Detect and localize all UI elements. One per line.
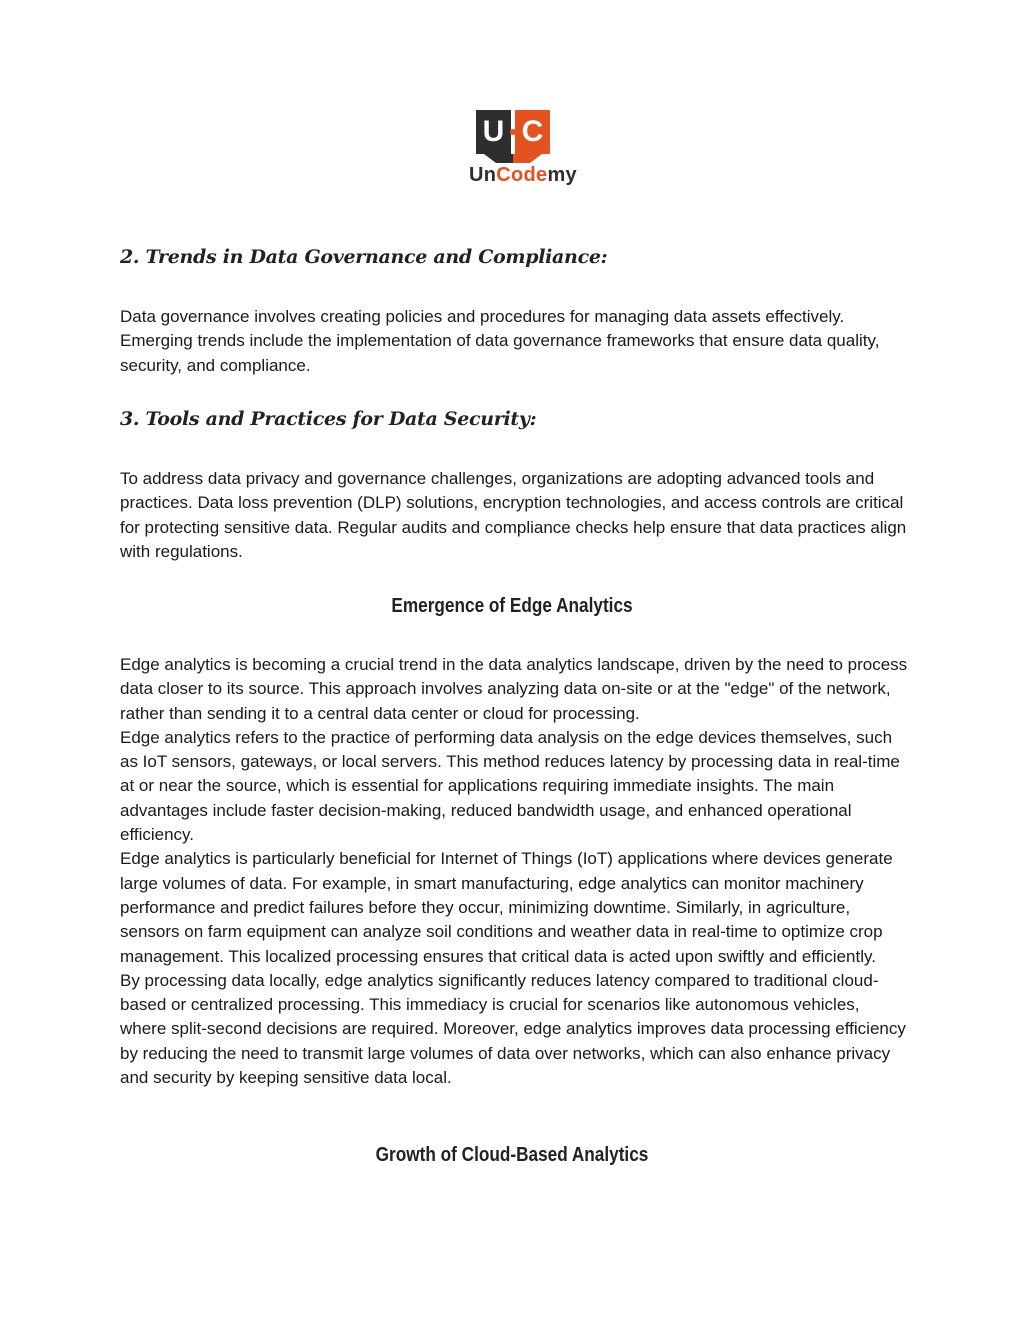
logo-mark-icon xyxy=(476,110,550,154)
heading-data-governance: 2. Trends in Data Governance and Compliance: xyxy=(120,246,608,268)
paragraph-edge-4: By processing data locally, edge analytics significantly reduces latency compared to traditional cloud-based or centralized processing. This immediacy is crucial for scenarios like autonomous vehicles, where split-second decisions are required. Moreover, edge analytics improves data processing efficiency by reducing the need to transmit large volumes of data over networks, which can also enhance privacy and security by keeping sensitive data local. xyxy=(120,970,906,1088)
heading-edge-analytics: Emergence of Edge Analytics xyxy=(391,595,633,617)
logo-wordmark: UnCodemy xyxy=(469,164,577,186)
logo-dot xyxy=(510,129,516,135)
logo-base-icon xyxy=(484,154,542,163)
uncodemy-logo xyxy=(469,110,577,190)
paragraph-edge-3: Edge analytics is particularly beneficial for Internet of Things (IoT) applications where devices generate large volumes of data. For example, in smart manufacturing, edge analytics can monitor machinery performance and predict failures before they occur, minimizing downtime. Similarly, in agriculture, sensors on farm equipment can analyze soil conditions and weather data in real-time to optimize crop management. This localized processing ensures that critical data is acted upon swiftly and efficiently. xyxy=(120,849,893,966)
paragraph-data-governance: Data governance involves creating policies and procedures for managing data assets effectively. Emerging trends include the implementation of data governance frameworks that ensure data quality, security, and compliance. xyxy=(120,307,880,375)
section-edge-analytics-body xyxy=(120,653,910,1090)
paragraph-data-security: To address data privacy and governance challenges, organizations are adopting advanced tools and practices. Data loss prevention (DLP) solutions, encryption technologies, and access controls are critical for protecting sensitive data. Regular audits and compliance checks help ensure that data practices align with regulations. xyxy=(120,469,907,561)
paragraph-edge-2: Edge analytics refers to the practice of performing data analysis on the edge devices themselves, such as IoT sensors, gateways, or local servers. This method reduces latency by processing data in real-time at or near the source, which is essential for applications requiring immediate insights. The main advantages include faster decision-making, reduced bandwidth usage, and enhanced operational efficiency. xyxy=(120,727,900,845)
heading-cloud-analytics: Growth of Cloud-Based Analytics xyxy=(375,1144,649,1166)
logo-letter-u: U xyxy=(476,110,511,154)
heading-data-security: 3. Tools and Practices for Data Security: xyxy=(120,408,537,430)
logo-letter-c: C xyxy=(515,110,550,154)
paragraph-edge-1: Edge analytics is becoming a crucial trend in the data analytics landscape, driven by the need to process data closer to its source. This approach involves analyzing data on-site or at the "edge" of the network, rather than sending it to a central data center or cloud for processing. xyxy=(120,655,908,723)
